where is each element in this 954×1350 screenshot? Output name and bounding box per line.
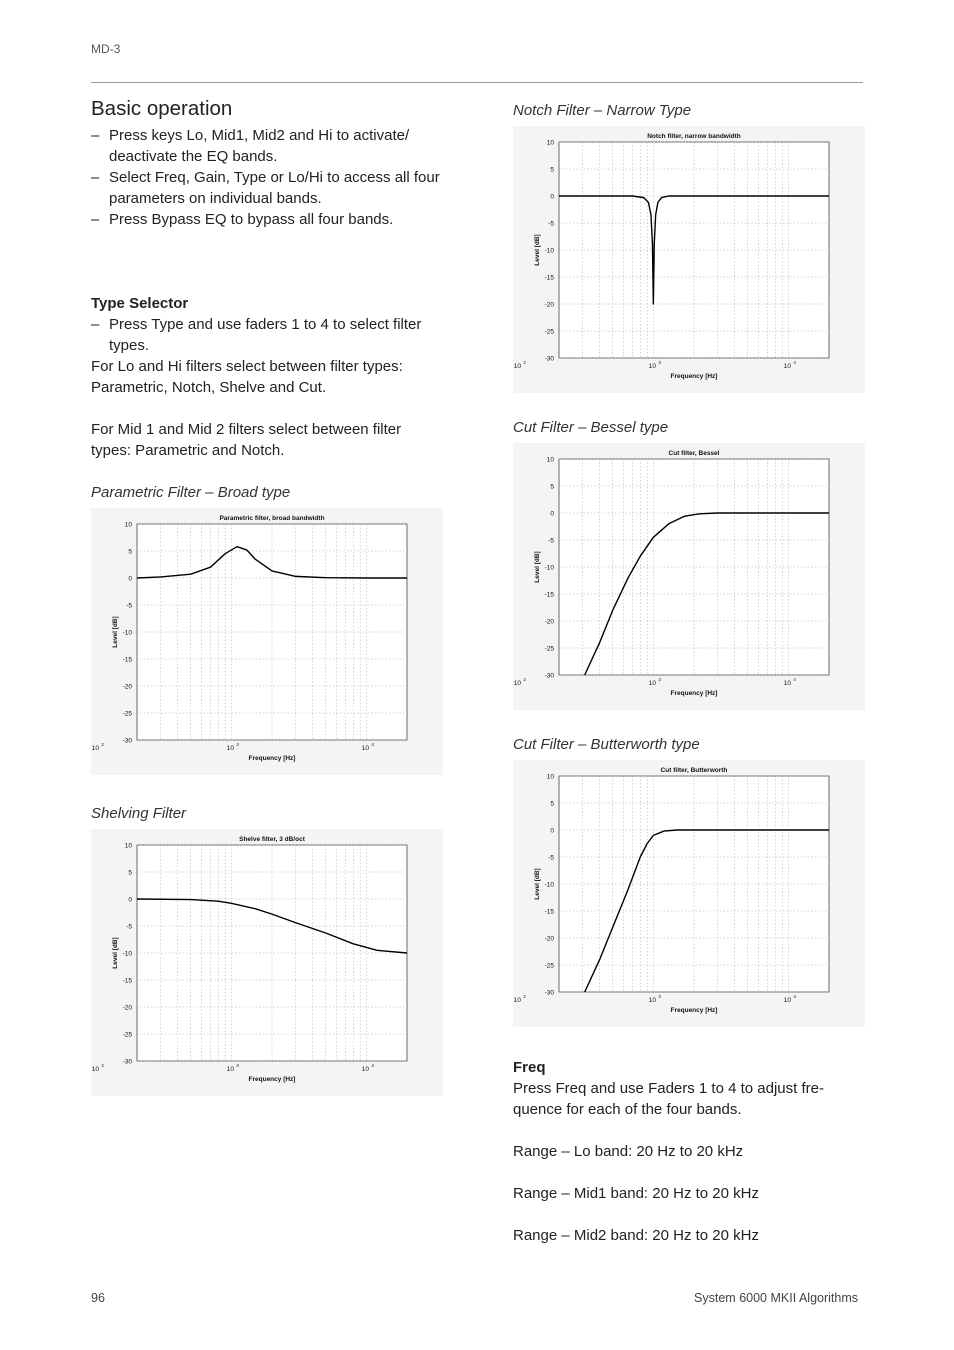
y-axis-label: Level [dB] [534,868,541,900]
footer-title: System 6000 MKII Algorithms [694,1291,858,1305]
x-tick-exponent: 2 [523,994,526,999]
caption-notch: Notch Filter – Narrow Type [513,102,692,119]
y-tick-label: -20 [122,683,132,691]
y-tick-label: 10 [124,521,132,529]
y-tick-label: 10 [546,773,554,781]
y-tick-label: 10 [546,139,554,147]
list-item: – Press Type and use faders 1 to 4 to select filter types. [91,314,443,356]
freq-range-mid1: Range – Mid1 band: 20 Hz to 20 kHz [513,1185,759,1202]
x-tick-label: 10 [513,997,521,1004]
chart-notch-svg [513,126,861,388]
y-tick-label: 0 [550,193,554,201]
chart-bessel [513,443,865,710]
y-tick-label: -25 [544,962,554,970]
y-tick-label: 10 [546,456,554,464]
y-tick-label: 10 [124,842,132,850]
x-tick-exponent: 2 [523,677,526,682]
x-tick-label: 10 [226,745,234,752]
chart-parametric [91,508,443,775]
page-header: MD-3 [91,42,121,56]
y-tick-label: -5 [126,923,132,931]
chart-title: Shelve filter, 3 dB/oct [239,836,305,843]
x-tick-label: 10 [783,363,791,370]
x-tick-exponent: 3 [236,1063,239,1068]
x-tick-exponent: 3 [658,994,661,999]
x-tick-label: 10 [361,1066,369,1073]
type-selector-para-mid: For Mid 1 and Mid 2 filters select between filter types: Parametric and Notch. [91,421,402,459]
y-tick-label: -15 [544,274,554,282]
section-title-basic-operation: Basic operation [91,97,233,120]
y-tick-label: -20 [122,1004,132,1012]
y-tick-label: -5 [548,220,554,228]
caption-shelving: Shelving Filter [91,805,187,822]
y-tick-label: -25 [122,1031,132,1039]
freq-range-lo: Range – Lo band: 20 Hz to 20 kHz [513,1143,744,1160]
y-tick-label: -30 [544,355,554,363]
y-tick-label: -15 [544,908,554,916]
y-tick-label: 5 [128,548,132,556]
y-tick-label: 0 [128,575,132,583]
y-tick-label: -10 [122,629,132,637]
x-tick-exponent: 4 [371,1063,374,1068]
y-tick-label: -15 [544,591,554,599]
y-tick-label: 0 [550,510,554,518]
x-tick-label: 10 [226,1066,234,1073]
x-tick-label: 10 [361,745,369,752]
section-title-freq: Freq [513,1059,546,1076]
x-tick-label: 10 [648,680,656,687]
y-tick-label: -30 [122,737,132,745]
caption-butterworth: Cut Filter – Butterworth type [513,736,700,753]
y-tick-label: 0 [550,827,554,835]
x-tick-label: 10 [648,363,656,370]
y-tick-label: -20 [544,618,554,626]
x-tick-exponent: 3 [236,742,239,747]
freq-range-mid2: Range – Mid2 band: 20 Hz to 20 kHz [513,1227,759,1244]
x-tick-label: 10 [91,745,99,752]
y-tick-label: -10 [544,564,554,572]
chart-title: Cut filter, Bessel [668,450,720,457]
y-axis-label: Level [dB] [534,234,541,266]
y-tick-label: -5 [126,602,132,610]
basic-operation-list [91,125,443,230]
chart-butterworth [513,760,865,1027]
x-tick-exponent: 2 [101,742,104,747]
y-tick-label: -15 [122,656,132,664]
x-tick-label: 10 [513,680,521,687]
chart-bessel-svg [513,443,861,705]
y-tick-label: -5 [548,537,554,545]
y-tick-label: -10 [544,247,554,255]
list-item: – Press keys Lo, Mid1, Mid2 and Hi to activate/ deactivate the EQ bands. [91,125,443,167]
x-tick-label: 10 [91,1066,99,1073]
type-selector-list [91,314,443,356]
x-axis-label: Frequency [Hz] [670,373,718,380]
x-tick-label: 10 [648,997,656,1004]
chart-title: Notch filter, narrow bandwidth [647,133,741,140]
y-tick-label: -25 [544,645,554,653]
right-column [513,100,865,1246]
y-tick-label: -20 [544,301,554,309]
x-axis-label: Frequency [Hz] [248,755,296,762]
y-tick-label: -30 [544,672,554,680]
x-tick-label: 10 [783,997,791,1004]
chart-shelving [91,829,443,1096]
caption-parametric: Parametric Filter – Broad type [91,484,291,501]
chart-parametric-svg [91,508,439,770]
caption-bessel: Cut Filter – Bessel type [513,419,669,436]
x-axis-label: Frequency [Hz] [248,1076,296,1083]
y-tick-label: 5 [550,166,554,174]
x-tick-exponent: 4 [793,677,796,682]
x-tick-exponent: 4 [793,994,796,999]
y-tick-label: 5 [550,800,554,808]
y-tick-label: -30 [544,989,554,997]
chart-butterworth-svg [513,760,861,1022]
x-tick-exponent: 3 [658,677,661,682]
x-tick-exponent: 3 [658,360,661,365]
y-axis-label: Level [dB] [112,616,119,648]
y-tick-label: -25 [122,710,132,718]
y-tick-label: 0 [128,896,132,904]
left-column [91,96,443,1096]
chart-shelving-svg [91,829,439,1091]
header-rule [91,82,863,83]
y-axis-label: Level [dB] [534,551,541,583]
y-tick-label: -5 [548,854,554,862]
y-tick-label: -10 [122,950,132,958]
y-tick-label: -10 [544,881,554,889]
type-selector-para-lo-hi: For Lo and Hi filters select between filter types: Parametric, Notch, Shelve and Cut. [91,358,403,396]
y-tick-label: -30 [122,1058,132,1066]
freq-description: Press Freq and use Faders 1 to 4 to adjust fre- quence for each of the four bands. [513,1080,824,1118]
y-tick-label: 5 [128,869,132,877]
y-tick-label: 5 [550,483,554,491]
x-tick-exponent: 2 [523,360,526,365]
list-item: – Press Bypass EQ to bypass all four bands. [91,209,443,230]
x-tick-label: 10 [783,680,791,687]
x-axis-label: Frequency [Hz] [670,1007,718,1014]
chart-notch [513,126,865,393]
list-item: – Select Freq, Gain, Type or Lo/Hi to access all four parameters on individual bands. [91,167,443,209]
page-number: 96 [91,1291,105,1305]
chart-title: Parametric filter, broad bandwidth [219,515,325,522]
y-axis-label: Level [dB] [112,937,119,969]
x-tick-exponent: 4 [793,360,796,365]
y-tick-label: -20 [544,935,554,943]
x-axis-label: Frequency [Hz] [670,690,718,697]
x-tick-exponent: 2 [101,1063,104,1068]
y-tick-label: -25 [544,328,554,336]
x-tick-exponent: 4 [371,742,374,747]
chart-title: Cut filter, Butterworth [660,767,728,774]
x-tick-label: 10 [513,363,521,370]
y-tick-label: -15 [122,977,132,985]
section-title-type-selector: Type Selector [91,295,189,312]
